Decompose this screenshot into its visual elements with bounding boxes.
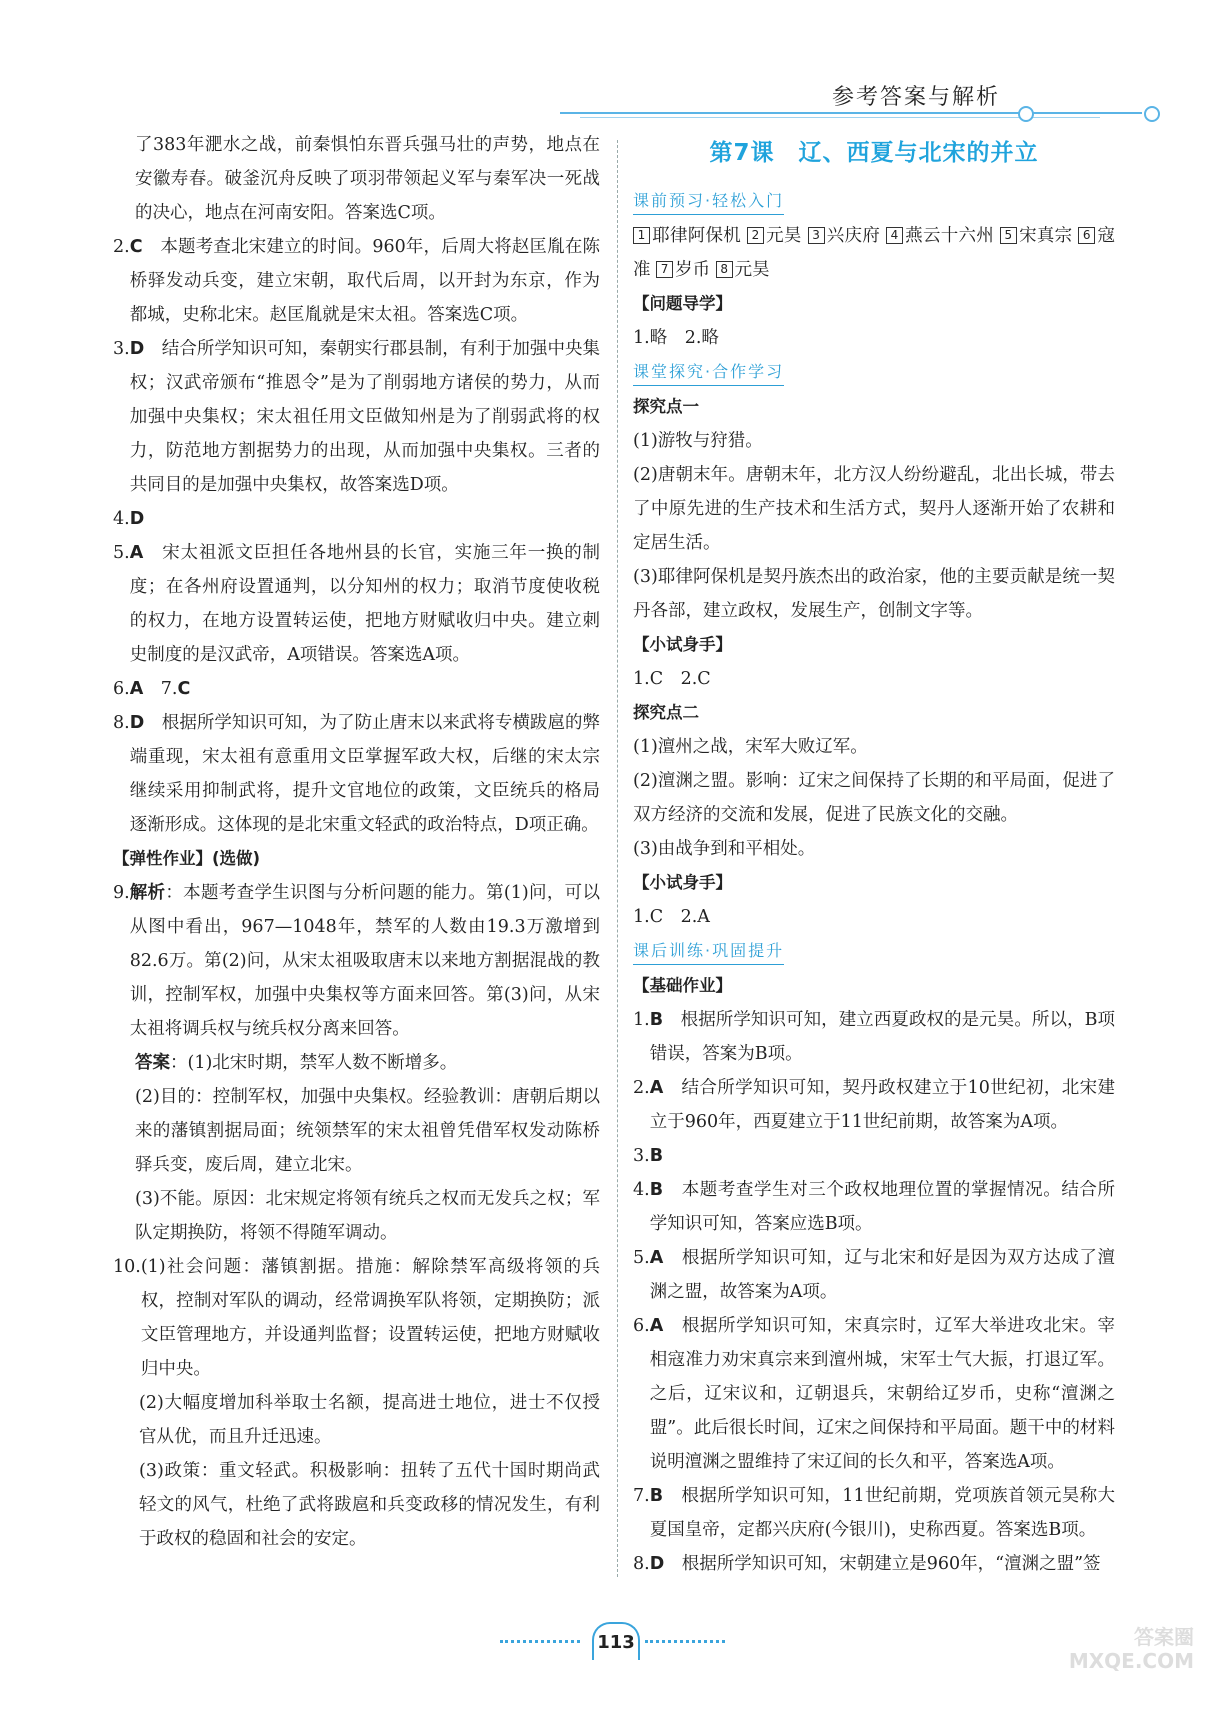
answer-item: 5. A 宋太祖派文臣担任各地州县的长官，实施三年一换的制度；在各州府设置通判，以分知州的权力；取消节度使收税的权力，在地方设置转运使，把地方财赋收归中央。建立刺史制度的是汉武帝，A项错误。答案选A项。 (113, 543, 601, 665)
section-band-practice: 课后训练·巩固提升 (633, 938, 784, 965)
elastic-heading: 【弹性作业】(选做) (113, 849, 261, 868)
guide-heading: 【问题导学】 (633, 294, 732, 313)
answer-item: 2. A 结合所学知识可知，契丹政权建立于10世纪初，北宋建立于960年，西夏建立于11世纪前期，故答案为A项。 (633, 1078, 1115, 1132)
answer-item: 1. B 根据所学知识可知，建立西夏政权的是元昊。所以，B项错误，答案为B项。 (633, 1010, 1116, 1064)
header-dot-icon (1018, 106, 1034, 122)
explore-1-answer-2: (2)唐朝末年。唐朝末年，北方汉人纷纷避乱，北出长城，带去了中原先进的生产技术和生活方式，契丹人逐渐开始了农耕和定居生活。 (633, 465, 1115, 553)
explore-1-answer-3: (3)耶律阿保机是契丹族杰出的政治家，他的主要贡献是统一契丹各部，建立政权，发展生产，创制文字等。 (633, 567, 1115, 621)
q10-answer-3: (3)政策：重文轻武。积极影响：扭转了五代十国时期尚武轻文的风气，杜绝了武将跋扈和兵变政移的情况发生，有利于政权的稳固和社会的安定。 (139, 1461, 600, 1549)
section-band-preview: 课前预习·轻松入门 (633, 188, 784, 215)
page-footer (0, 1620, 1224, 1660)
explore-2-answer-3: (3)由战争到和平相处。 (633, 839, 816, 859)
footer-dots-right (645, 1640, 725, 1643)
page-number: 113 (592, 1622, 640, 1660)
question-10: 10. (1)社会问题：藩镇割据。措施：解除禁军高级将领的兵权，控制对军队的调动，经常调换军队将领，定期换防；派文臣管理地方，并设通判监督；设置转运使，把地方财赋收归中央。 (113, 1257, 600, 1379)
answer-item: 3. B (633, 1146, 664, 1166)
explore-2-answer-1: (1)澶州之战，宋军大败辽军。 (633, 737, 868, 757)
answer-item: 8. D 根据所学知识可知，为了防止唐末以来武将专横跋扈的弊端重现，宋太祖有意重用文臣掌握军政大权，后继的宋太宗继续采用抑制武将，提升文官地位的政策，文臣统兵的格局逐渐形成。这体现的是北宋重文轻武的政治特点，D项正确。 (113, 713, 601, 835)
intro-paragraph: 了383年淝水之战，前秦惧怕东晋兵强马壮的声势，地点在安徽寿春。破釜沉舟反映了项羽带领起义军与秦军决一死战的决心，地点在河南安阳。答案选C项。 (135, 135, 600, 223)
question-9: 9. 解析：本题考查学生识图与分析问题的能力。第(1)问，可以从图中看出，967—1048年，禁军的人数由19.3万激增到82.6万。第(2)问，从宋太祖吸取唐末以来地方割据混战的教训，控制军权，加强中央集权等方面来回答。第(3)问，从宋太祖将调兵权与统兵权分离来回答。 (113, 883, 600, 1039)
watermark-logo: 答案圈 MXQE.COM (1068, 1625, 1194, 1673)
explore-point-2-heading: 探究点二 (633, 703, 699, 722)
header-dot-icon (1144, 106, 1160, 122)
column-divider (617, 140, 618, 1577)
answer-item: 6. A 7.C (113, 679, 191, 699)
q9-answer-2: (2)目的：控制军权，加强中央集权。经验教训：唐朝后期以来的藩镇割据局面；统领禁军的宋太祖曾凭借军权发动陈桥驿兵变，废后周，建立北宋。 (135, 1087, 600, 1175)
lesson-title: 第7课 辽、西夏与北宋的并立 (709, 140, 1039, 166)
answer-item: 2. C 本题考查北宋建立的时间。960年，后周大将赵匡胤在陈桥驿发动兵变，建立宋朝，取代后周，以开封为东京，作为都城，史称北宋。赵匡胤就是宋太祖。答案选C项。 (113, 237, 600, 325)
answer-item: 7. B 根据所学知识可知，11世纪前期，党项族首领元昊称大夏国皇帝，定都兴庆府(今银川)，史称西夏。答案选B项。 (633, 1486, 1115, 1540)
answer-item: 6. A 根据所学知识可知，宋真宗时，辽军大举进攻北宋。宰相寇准力劝宋真宗来到澶州城，宋军士气大振，打退辽军。之后，辽宋议和，辽朝退兵，宋朝给辽岁币，史称“澶渊之盟”。此后很长时间，辽宋之间保持和平局面。题干中的材料说明澶渊之盟维持了宋辽间的长久和平，答案选A项。 (633, 1316, 1115, 1472)
answer-item: 5. A 根据所学知识可知，辽与北宋和好是因为双方达成了澶渊之盟，故答案为A项。 (633, 1248, 1115, 1302)
q9-answer-1: 答案：(1)北宋时期，禁军人数不断增多。 (135, 1053, 458, 1073)
try-answer: 1.C 2.C (633, 669, 711, 689)
basic-heading: 【基础作业】 (633, 976, 732, 995)
try-heading: 【小试身手】 (633, 635, 732, 654)
explore-2-answer-2: (2)澶渊之盟。影响：辽宋之间保持了长期的和平局面，促进了双方经济的交流和发展，促进了民族文化的交融。 (633, 771, 1115, 825)
section-band-explore: 课堂探究·合作学习 (633, 359, 784, 386)
left-column (113, 128, 600, 1556)
answer-item: 4. D (113, 509, 145, 529)
page-header (560, 70, 1160, 130)
explore-1-answer-1: (1)游牧与狩猎。 (633, 431, 763, 451)
try-heading: 【小试身手】 (633, 873, 732, 892)
explore-point-1-heading: 探究点一 (633, 397, 699, 416)
right-column (633, 128, 1115, 1581)
header-title: 参考答案与解析 (831, 85, 1000, 110)
header-rule (560, 112, 1142, 114)
guide-answer: 1.略 2.略 (633, 328, 719, 348)
q10-answer-2: (2)大幅度增加科举取士名额，提高进士地位，进士不仅授官从优，而且升迁迅速。 (139, 1393, 600, 1447)
try-answer: 1.C 2.A (633, 907, 710, 927)
answer-item: 4. B 本题考查学生对三个政权地理位置的掌握情况。结合所学知识可知，答案应选B项。 (633, 1180, 1115, 1234)
q9-answer-3: (3)不能。原因：北宋规定将领有统兵之权而无发兵之权；军队定期换防，将领不得随军调动。 (135, 1189, 600, 1243)
answer-item: 3. D 结合所学知识可知，秦朝实行郡县制，有利于加强中央集权；汉武帝颁布“推恩令”是为了削弱地方诸侯的势力，从而加强中央集权；宋太祖任用文臣做知州是为了削弱武将的权力，防范地方割据势力的出现，从而加强中央集权。三者的共同目的是加强中央集权，故答案选D项。 (113, 339, 601, 495)
preview-answers: 1 耶律阿保机 2 元昊 3 兴庆府 4 燕云十六州 5 宋真宗 6 寇准 7 岁币 8 元昊 (633, 226, 1115, 280)
answer-item: 8. D 根据所学知识可知，宋朝建立是960年，“澶渊之盟”签 (633, 1554, 1101, 1574)
footer-dots-left (500, 1640, 580, 1643)
